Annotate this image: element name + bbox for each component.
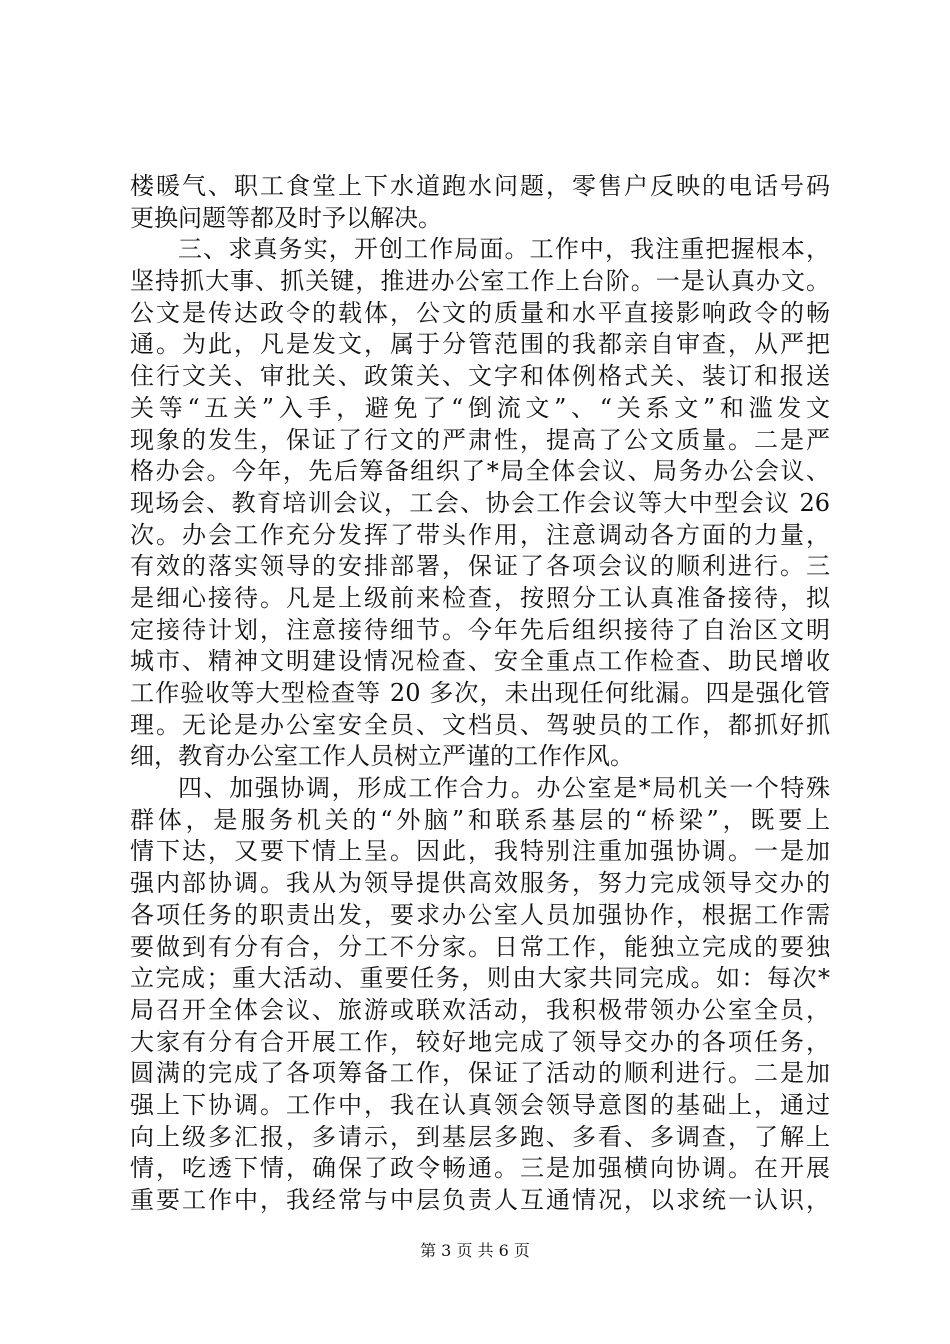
- text-line: 群体，是服务机关的“外脑”和联系基层的“桥梁”，既要上: [130, 805, 830, 834]
- text-line: 理。无论是办公室安全员、文档员、驾驶员的工作，都抓好抓: [130, 710, 830, 739]
- text-line: 大家有分有合开展工作，较好地完成了领导交办的各项任务，: [130, 1027, 830, 1056]
- text-line: 坚持抓大事、抓关键，推进办公室工作上台阶。一是认真办文。: [130, 267, 830, 296]
- text-line: 工作验收等大型检查等 20 多次，未出现任何纰漏。四是强化管: [130, 679, 830, 707]
- text-line: 强上下协调。工作中，我在认真领会领导意图的基础上，通过: [130, 1090, 830, 1119]
- paragraph-start-line: 三、求真务实，开创工作局面。工作中，我注重把握根本，: [178, 235, 830, 264]
- text-line: 强内部协调。我从为领导提供高效服务，努力完成领导交办的: [130, 869, 830, 898]
- text-line: 是细心接待。凡是上级前来检查，按照分工认真准备接待，拟: [130, 583, 830, 612]
- text-line: 格办会。今年，先后筹备组织了*局全体会议、局务办公会议、: [130, 457, 830, 486]
- text-line: 圆满的完成了各项筹备工作，保证了活动的顺利进行。二是加: [130, 1059, 830, 1088]
- text-line: 现象的发生，保证了行文的严肃性，提高了公文质量。二是严: [130, 425, 830, 454]
- text-line: 定接待计划，注意接待细节。今年先后组织接待了自治区文明: [130, 615, 830, 644]
- text-line: 情下达，又要下情上呈。因此，我特别注重加强协调。一是加: [130, 837, 830, 866]
- text-line: 各项任务的职责出发，要求办公室人员加强协作，根据工作需: [130, 900, 830, 929]
- text-line: 次。办会工作充分发挥了带头作用，注意调动各方面的力量，: [130, 520, 830, 549]
- text-line: 住行文关、审批关、政策关、文字和体例格式关、装订和报送: [130, 362, 830, 391]
- body-text: [130, 171, 830, 1217]
- text-line: 立完成；重大活动、重要任务，则由大家共同完成。如：每次*: [130, 964, 830, 993]
- text-line: 更换问题等都及时予以解决。: [130, 203, 442, 232]
- text-line: 细，教育办公室工作人员树立严谨的工作作风。: [130, 742, 634, 771]
- text-line: 现场会、教育培训会议，工会、协会工作会议等大中型会议 26: [130, 488, 830, 517]
- page-number-footer: 第 3 页 共 6 页: [420, 1241, 530, 1260]
- paragraph-start-line: 四、加强协调，形成工作合力。办公室是*局机关一个特殊: [178, 774, 830, 803]
- text-line: 要做到有分有合，分工不分家。日常工作，能独立完成的要独: [130, 932, 830, 961]
- text-line: 通。为此，凡是发文，属于分管范围的我都亲自审查，从严把: [130, 330, 830, 359]
- text-line: 重要工作中，我经常与中层负责人互通情况，以求统一认识，: [130, 1186, 830, 1214]
- text-line: 局召开全体会议、旅游或联欢活动，我积极带领办公室全员，: [130, 995, 830, 1024]
- text-line: 关等“五关”入手，避免了“倒流文”、“关系文”和滥发文: [130, 393, 830, 422]
- text-line: 城市、精神文明建设情况检查、安全重点工作检查、助民增收: [130, 647, 830, 676]
- text-line: 有效的落实领导的安排部署，保证了各项会议的顺利进行。三: [130, 552, 830, 581]
- text-line: 向上级多汇报，多请示，到基层多跑、多看、多调查，了解上: [130, 1122, 830, 1151]
- text-line: 情，吃透下情，确保了政令畅通。三是加强横向协调。在开展: [130, 1154, 830, 1183]
- text-line: 楼暖气、职工食堂上下水道跑水问题，零售户反映的电话号码: [130, 172, 830, 200]
- text-line: 公文是传达政令的载体，公文的质量和水平直接影响政令的畅: [130, 298, 830, 327]
